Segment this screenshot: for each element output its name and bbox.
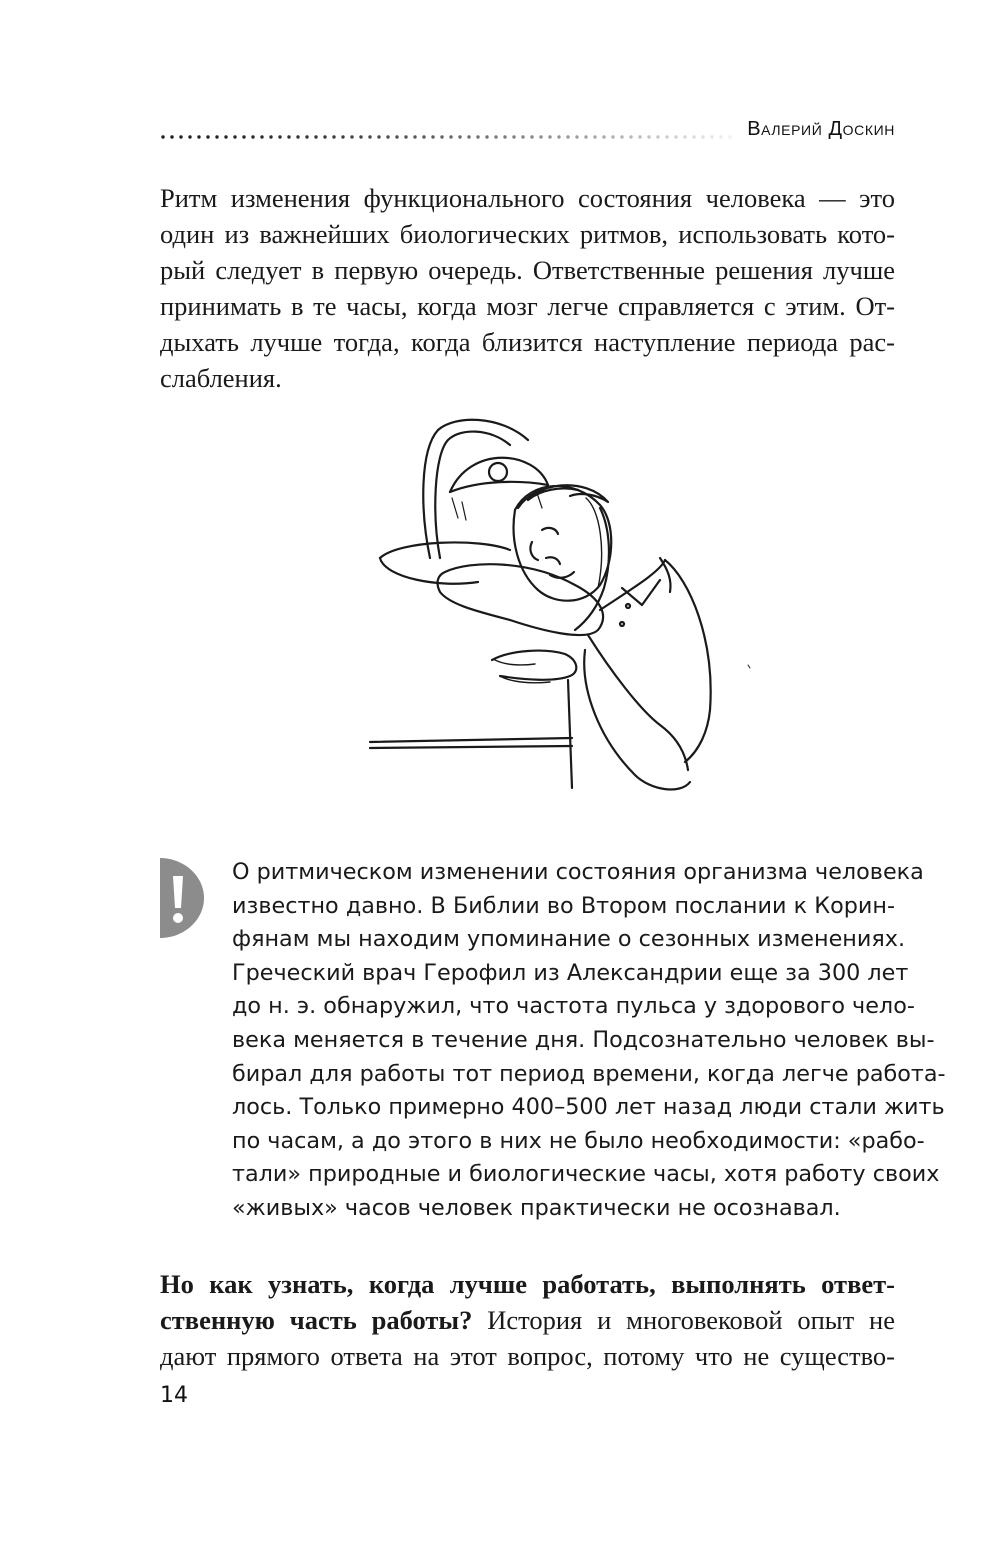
header-dot — [413, 135, 416, 138]
header-dot — [260, 135, 263, 138]
header-dot — [179, 135, 182, 138]
header-dot — [467, 135, 470, 138]
header-dot — [287, 135, 290, 138]
header-dot — [656, 135, 659, 138]
header-dot — [404, 135, 407, 138]
callout-line: лось. Только примерно 400–500 лет назад люди стали жить — [232, 1094, 945, 1121]
header-dot — [323, 135, 326, 138]
header-dot — [683, 135, 686, 138]
header-dot — [395, 135, 398, 138]
header-dot — [332, 135, 335, 138]
callout-line: до н. э. обнаружил, что частота пульса у здорового чело- — [232, 993, 915, 1020]
header-dot — [296, 135, 299, 138]
text-line: рый следует в первую очередь. Ответственные решения лучше — [160, 255, 895, 285]
text-line: Ритм изменения функционального состояния человека — это — [160, 183, 895, 213]
sleeping-man-illustration — [360, 410, 760, 800]
header-dot — [197, 135, 200, 138]
header-dot — [350, 135, 353, 138]
header-dot — [305, 135, 308, 138]
header-dot — [170, 135, 173, 138]
header-dot — [629, 135, 632, 138]
header-dot — [548, 135, 551, 138]
header-dot — [386, 135, 389, 138]
header-dot — [215, 135, 218, 138]
header-dot — [494, 135, 497, 138]
header-dot — [458, 135, 461, 138]
text-line: дыхать лучше тогда, когда близится наступление периода рас- — [160, 327, 895, 357]
header-dot — [449, 135, 452, 138]
header-dot — [719, 135, 722, 138]
header-dot — [188, 135, 191, 138]
header-dot — [161, 135, 164, 138]
header-dot — [377, 135, 380, 138]
header-dot — [566, 135, 569, 138]
page-number: 14 — [160, 1383, 188, 1408]
callout-line: бирал для работы тот период времени, когда легче работа- — [232, 1060, 946, 1087]
header-dot — [728, 135, 731, 138]
header-dot — [692, 135, 695, 138]
header-dot — [278, 135, 281, 138]
running-header — [160, 118, 895, 148]
header-dot — [665, 135, 668, 138]
callout-line: века меняется в течение дня. Подсознательно человек вы- — [232, 1026, 935, 1053]
header-dot — [233, 135, 236, 138]
question-bold-end: ственную часть работы? — [160, 1305, 473, 1335]
header-dot — [242, 135, 245, 138]
callout-badge — [160, 858, 204, 938]
text-line: принимать в те часы, когда мозг легче справляется с этим. От- — [160, 291, 895, 321]
header-dot — [674, 135, 677, 138]
header-dot — [602, 135, 605, 138]
header-dot — [269, 135, 272, 138]
question-rest: История и многовековой опыт не — [472, 1305, 896, 1335]
text-line: слабления. — [160, 363, 282, 393]
header-dot — [422, 135, 425, 138]
callout-line: О ритмическом изменении состояния организма человека — [232, 859, 924, 885]
header-dot — [206, 135, 209, 138]
header-dot — [584, 135, 587, 138]
header-dot — [593, 135, 596, 138]
header-dot — [440, 135, 443, 138]
header-dot — [359, 135, 362, 138]
header-dot — [521, 135, 524, 138]
text-line: дают прямого ответа на этот вопрос, потому что не существо- — [160, 1341, 895, 1371]
callout-note — [232, 856, 946, 1226]
callout-line: фянам мы находим упоминание о сезонных изменениях. — [232, 926, 906, 953]
callout-line: известно давно. В Библии во Втором послании к Корин- — [232, 892, 895, 919]
callout-line: «живых» часов человек практически не осознавал. — [232, 1194, 841, 1221]
callout-line: тали» природные и биологические часы, хотя работу своих — [232, 1161, 940, 1188]
text-line — [160, 1302, 895, 1338]
header-dot — [575, 135, 578, 138]
header-dot — [512, 135, 515, 138]
header-dot — [701, 135, 704, 138]
header-dot — [647, 135, 650, 138]
text-line: один из важнейших биологических ритмов, использовать кото- — [160, 219, 895, 249]
header-dot — [557, 135, 560, 138]
question-bold-line: Но как узнать, когда лучше работать, выполнять ответ- — [160, 1269, 895, 1299]
callout-line: Греческий врач Герофил из Александрии еще за 300 лет — [232, 959, 909, 986]
header-dot — [611, 135, 614, 138]
header-author: Валерий Доскин — [747, 118, 895, 140]
header-dot — [638, 135, 641, 138]
header-dot — [485, 135, 488, 138]
header-dot — [251, 135, 254, 138]
header-dot — [710, 135, 713, 138]
paragraph-question — [160, 1266, 895, 1374]
header-dot — [530, 135, 533, 138]
header-dot — [431, 135, 434, 138]
dotted-rule — [160, 134, 740, 140]
header-dot — [314, 135, 317, 138]
header-dot — [503, 135, 506, 138]
header-dot — [476, 135, 479, 138]
callout-line: по часам, а до этого в них не было необходимости: «рабо- — [232, 1127, 925, 1154]
header-dot — [224, 135, 227, 138]
exclamation-icon — [160, 858, 204, 938]
paragraph-intro — [160, 180, 895, 396]
header-dot — [368, 135, 371, 138]
header-dot — [539, 135, 542, 138]
header-dot — [341, 135, 344, 138]
header-dot — [620, 135, 623, 138]
